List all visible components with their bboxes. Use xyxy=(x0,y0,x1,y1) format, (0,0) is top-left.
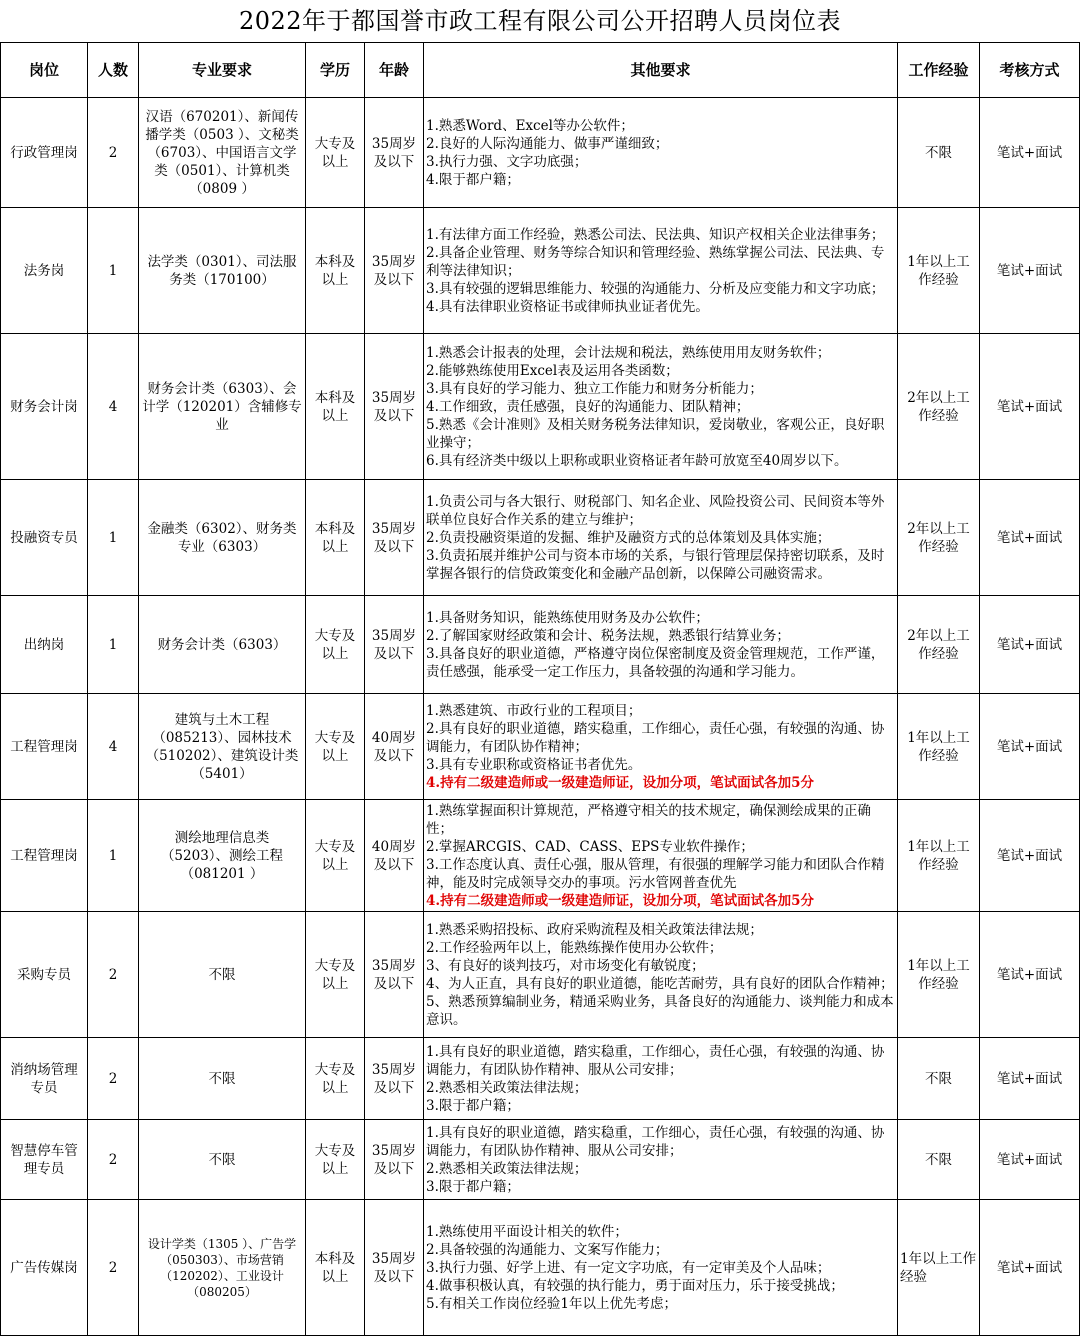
requirement-line: 2.负责投融资渠道的发掘、维护及融资方式的总体策划及具体实施； xyxy=(426,529,831,546)
position-cell: 投融资专员 xyxy=(1,480,88,596)
requirement-line: 3.具有良好的学习能力、独立工作能力和财务分析能力； xyxy=(426,380,763,397)
experience-cell: 1年以上工作经验 xyxy=(898,1200,980,1336)
count-cell: 2 xyxy=(88,912,139,1038)
position-cell: 广告传媒岗 xyxy=(1,1200,88,1336)
other-requirements-cell xyxy=(424,1038,898,1120)
requirement-line: 2.能够熟练使用Excel表及运用各类函数； xyxy=(426,362,679,379)
age-cell: 35周岁及以下 xyxy=(365,334,424,480)
experience-cell: 不限 xyxy=(898,1120,980,1200)
table-row xyxy=(1,1038,1080,1120)
requirement-line: 2.掌握ARCGIS、CAD、CASS、EPS专业软件操作； xyxy=(426,838,754,855)
experience-cell: 2年以上工作经验 xyxy=(898,334,980,480)
requirement-line: 2.具备较强的沟通能力、文案写作能力； xyxy=(426,1241,669,1258)
requirement-line: 1.有法律方面工作经验，熟悉公司法、民法典、知识产权相关企业法律事务； xyxy=(426,226,885,243)
requirement-line: 3.执行力强、好学上进、有一定文字功底，有一定审美及个人品味； xyxy=(426,1259,831,1276)
major-cell: 建筑与土木工程（085213）、园林技术（510202）、建筑设计类（5401） xyxy=(139,694,306,800)
requirement-line: 3、有良好的谈判技巧，对市场变化有敏锐度； xyxy=(426,957,705,974)
table-row xyxy=(1,800,1080,912)
requirement-line: 4.工作细致，责任感强，良好的沟通能力、团队精神； xyxy=(426,398,750,415)
requirement-line: 4.做事积极认真，有较强的执行能力，勇于面对压力，乐于接受挑战； xyxy=(426,1277,844,1294)
other-requirements-cell xyxy=(424,912,898,1038)
age-cell: 35周岁及以下 xyxy=(365,480,424,596)
education-cell: 大专及以上 xyxy=(306,1038,365,1120)
requirement-line: 4.具有法律职业资格证书或律师执业证者优先。 xyxy=(426,298,709,315)
major-cell: 汉语（670201）、新闻传播学类（0503 ）、文秘类（6703）、中国语言文学类（0501）、计算机类（0809 ） xyxy=(139,98,306,208)
count-cell: 1 xyxy=(88,480,139,596)
header-other: 其他要求 xyxy=(424,43,898,98)
count-cell: 1 xyxy=(88,208,139,334)
age-cell: 35周岁及以下 xyxy=(365,98,424,208)
header-position: 岗位 xyxy=(1,43,88,98)
position-cell: 消纳场管理专员 xyxy=(1,1038,88,1120)
education-cell: 本科及以上 xyxy=(306,208,365,334)
other-requirements-cell xyxy=(424,334,898,480)
requirement-line: 2.具备企业管理、财务等综合知识和管理经验、熟练掌握公司法、民法典、专利等法律知识； xyxy=(426,244,885,279)
header-experience: 工作经验 xyxy=(898,43,980,98)
header-age: 年龄 xyxy=(365,43,424,98)
requirement-line: 1.熟悉会计报表的处理，会计法规和税法，熟练使用用友财务软件； xyxy=(426,344,831,361)
education-cell: 大专及以上 xyxy=(306,800,365,912)
requirement-line: 2.工作经验两年以上，能熟练操作使用办公软件； xyxy=(426,939,723,956)
count-cell: 2 xyxy=(88,98,139,208)
other-requirements-cell xyxy=(424,98,898,208)
assessment-cell: 笔试+面试 xyxy=(980,1200,1080,1336)
bonus-requirement-text: 4.持有二级建造师或一级建造师证，设加分项，笔试面试各加5分 xyxy=(426,774,814,791)
header-education: 学历 xyxy=(306,43,365,98)
table-row xyxy=(1,1120,1080,1200)
position-cell: 行政管理岗 xyxy=(1,98,88,208)
requirement-line: 5.熟悉《会计准则》及相关财务税务法律知识，爱岗敬业，客观公正，良好职业操守； xyxy=(426,416,885,451)
requirement-line: 3.执行力强、文字功底强； xyxy=(426,153,588,170)
table-row xyxy=(1,596,1080,694)
education-cell: 本科及以上 xyxy=(306,480,365,596)
experience-cell: 1年以上工作经验 xyxy=(898,694,980,800)
other-requirements-cell xyxy=(424,800,898,912)
experience-cell: 1年以上工作经验 xyxy=(898,800,980,912)
table-row xyxy=(1,98,1080,208)
requirement-line: 1.负责公司与各大银行、财税部门、知名企业、风险投资公司、民间资本等外联单位良好合作关系的建立与维护； xyxy=(426,493,885,528)
assessment-cell: 笔试+面试 xyxy=(980,334,1080,480)
assessment-cell: 笔试+面试 xyxy=(980,208,1080,334)
count-cell: 1 xyxy=(88,800,139,912)
age-cell: 35周岁及以下 xyxy=(365,912,424,1038)
header-row xyxy=(1,43,1080,98)
assessment-cell: 笔试+面试 xyxy=(980,694,1080,800)
requirement-line: 2.熟悉相关政策法律法规； xyxy=(426,1079,588,1096)
requirement-line: 3.具有较强的逻辑思维能力、较强的沟通能力、分析及应变能力和文字功底； xyxy=(426,280,885,297)
position-cell: 工程管理岗 xyxy=(1,800,88,912)
education-cell: 大专及以上 xyxy=(306,1120,365,1200)
page-title: 2022年于都国誉市政工程有限公司公开招聘人员岗位表 xyxy=(238,7,842,35)
major-cell: 财务会计类（6303）、会计学（120201）含辅修专业 xyxy=(139,334,306,480)
requirement-line: 2.良好的人际沟通能力、做事严谨细致； xyxy=(426,135,669,152)
education-cell: 大专及以上 xyxy=(306,98,365,208)
requirement-line: 2.具有良好的职业道德，踏实稳重，工作细心，责任心强，有较强的沟通、协调能力，有团队协作精神； xyxy=(426,720,885,755)
requirement-line: 5、熟悉预算编制业务，精通采购业务，具备良好的沟通能力、谈判能力和成本意识。 xyxy=(426,993,894,1028)
bonus-requirement-text: 4.持有二级建造师或一级建造师证，设加分项，笔试面试各加5分 xyxy=(426,892,814,909)
count-cell: 4 xyxy=(88,694,139,800)
major-cell: 不限 xyxy=(139,1120,306,1200)
requirement-line: 2.了解国家财经政策和会计、税务法规，熟悉银行结算业务； xyxy=(426,627,790,644)
table-row xyxy=(1,480,1080,596)
education-cell: 大专及以上 xyxy=(306,596,365,694)
other-requirements-cell xyxy=(424,694,898,800)
table-row xyxy=(1,694,1080,800)
header-count: 人数 xyxy=(88,43,139,98)
assessment-cell: 笔试+面试 xyxy=(980,98,1080,208)
requirement-line: 1.熟悉Word、Excel等办公软件； xyxy=(426,117,634,134)
experience-cell: 2年以上工作经验 xyxy=(898,480,980,596)
other-requirements-cell xyxy=(424,1120,898,1200)
age-cell: 35周岁及以下 xyxy=(365,1200,424,1336)
age-cell: 35周岁及以下 xyxy=(365,596,424,694)
requirement-line: 3.限于都户籍； xyxy=(426,1178,520,1195)
experience-cell: 2年以上工作经验 xyxy=(898,596,980,694)
assessment-cell: 笔试+面试 xyxy=(980,480,1080,596)
requirement-line: 3.具备良好的职业道德，严格遵守岗位保密制度及资金管理规范，工作严谨，责任感强，能承受一定工作压力，具备较强的沟通和学习能力。 xyxy=(426,645,885,680)
count-cell: 1 xyxy=(88,596,139,694)
major-cell: 测绘地理信息类（5203）、测绘工程（081201 ） xyxy=(139,800,306,912)
assessment-cell: 笔试+面试 xyxy=(980,596,1080,694)
requirement-line: 1.具有良好的职业道德，踏实稳重，工作细心，责任心强，有较强的沟通、协调能力，有团队协作精神、服从公司安排； xyxy=(426,1124,885,1159)
table-row xyxy=(1,1200,1080,1336)
table-row xyxy=(1,334,1080,480)
major-cell: 设计学类（1305 ）、广告学（050303）、市场营销（120202）、工业设计（080205） xyxy=(139,1200,306,1336)
requirement-line: 1.熟练使用平面设计相关的软件； xyxy=(426,1223,628,1240)
position-cell: 财务会计岗 xyxy=(1,334,88,480)
position-cell: 工程管理岗 xyxy=(1,694,88,800)
requirement-line: 1.熟悉采购招投标、政府采购流程及相关政策法律法规； xyxy=(426,921,763,938)
age-cell: 40周岁及以下 xyxy=(365,800,424,912)
education-cell: 大专及以上 xyxy=(306,912,365,1038)
assessment-cell: 笔试+面试 xyxy=(980,1120,1080,1200)
experience-cell: 不限 xyxy=(898,98,980,208)
major-cell: 金融类（6302）、财务类专业（6303） xyxy=(139,480,306,596)
requirement-line: 3.工作态度认真、责任心强，服从管理，有很强的理解学习能力和团队合作精神，能及时完成领导交办的事项。污水管网普查优先 xyxy=(426,856,885,891)
requirement-line: 1.具有良好的职业道德，踏实稳重，工作细心，责任心强，有较强的沟通、协调能力，有团队协作精神、服从公司安排； xyxy=(426,1043,885,1078)
other-requirements-cell xyxy=(424,480,898,596)
recruitment-table xyxy=(0,42,1080,1336)
requirement-line: 1.熟练掌握面积计算规范，严格遵守相关的技术规定，确保测绘成果的正确性； xyxy=(426,802,871,837)
count-cell: 4 xyxy=(88,334,139,480)
requirement-line: 4、为人正直，具有良好的职业道德，能吃苦耐劳，具有良好的团队合作精神； xyxy=(426,975,894,992)
major-cell: 不限 xyxy=(139,1038,306,1120)
requirement-line: 4.限于都户籍； xyxy=(426,171,520,188)
table-row xyxy=(1,208,1080,334)
requirement-line: 2.熟悉相关政策法律法规； xyxy=(426,1160,588,1177)
education-cell: 本科及以上 xyxy=(306,1200,365,1336)
assessment-cell: 笔试+面试 xyxy=(980,912,1080,1038)
experience-cell: 1年以上工作经验 xyxy=(898,208,980,334)
requirement-line: 3.具有专业职称或资格证书者优先。 xyxy=(426,756,642,773)
header-assessment: 考核方式 xyxy=(980,43,1080,98)
position-cell: 采购专员 xyxy=(1,912,88,1038)
major-cell: 不限 xyxy=(139,912,306,1038)
position-cell: 智慧停车管理专员 xyxy=(1,1120,88,1200)
age-cell: 40周岁及以下 xyxy=(365,694,424,800)
header-major: 专业要求 xyxy=(139,43,306,98)
experience-cell: 不限 xyxy=(898,1038,980,1120)
count-cell: 2 xyxy=(88,1120,139,1200)
requirement-line: 1.熟悉建筑、市政行业的工程项目； xyxy=(426,702,642,719)
age-cell: 35周岁及以下 xyxy=(365,1038,424,1120)
count-cell: 2 xyxy=(88,1038,139,1120)
position-cell: 法务岗 xyxy=(1,208,88,334)
age-cell: 35周岁及以下 xyxy=(365,1120,424,1200)
experience-cell: 1年以上工作经验 xyxy=(898,912,980,1038)
requirement-line: 5.有相关工作岗位经验1年以上优先考虑； xyxy=(426,1295,677,1312)
education-cell: 本科及以上 xyxy=(306,334,365,480)
major-cell: 财务会计类（6303） xyxy=(139,596,306,694)
requirement-line: 3.限于都户籍； xyxy=(426,1097,520,1114)
education-cell: 大专及以上 xyxy=(306,694,365,800)
requirement-line: 1.具备财务知识，能熟练使用财务及办公软件； xyxy=(426,609,709,626)
requirement-line: 6.具有经济类中级以上职称或职业资格证者年龄可放宽至40周岁以下。 xyxy=(426,452,848,469)
table-row xyxy=(1,912,1080,1038)
assessment-cell: 笔试+面试 xyxy=(980,800,1080,912)
major-cell: 法学类（0301）、司法服务类（170100） xyxy=(139,208,306,334)
other-requirements-cell xyxy=(424,208,898,334)
age-cell: 35周岁及以下 xyxy=(365,208,424,334)
other-requirements-cell xyxy=(424,1200,898,1336)
count-cell: 2 xyxy=(88,1200,139,1336)
requirement-line: 3.负责拓展并维护公司与资本市场的关系，与银行管理层保持密切联系，及时掌握各银行的信贷政策变化和金融产品创新，以保障公司融资需求。 xyxy=(426,547,885,582)
assessment-cell: 笔试+面试 xyxy=(980,1038,1080,1120)
position-cell: 出纳岗 xyxy=(1,596,88,694)
other-requirements-cell xyxy=(424,596,898,694)
